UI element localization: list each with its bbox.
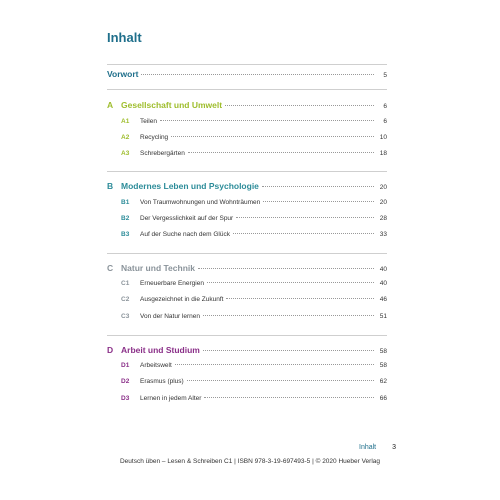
page-number: 28 (379, 215, 387, 222)
page-number: 58 (379, 362, 387, 369)
leader-dots (188, 152, 374, 153)
leader-dots (262, 186, 374, 187)
footer-publication-line: Deutsch üben – Lesen & Schreiben C1 | ISBN 978-3-19-697493-5 | © 2020 Hueber Verlag (119, 458, 381, 465)
entry-title: Auf der Suche nach dem Glück (140, 231, 230, 238)
leader-dots (203, 350, 374, 351)
page-number: 58 (379, 348, 387, 355)
page-number: 18 (379, 150, 387, 157)
toc-entry-D2[interactable] (107, 378, 387, 385)
page-number: 20 (379, 199, 387, 206)
page-number: 66 (379, 395, 387, 402)
toc-entry-D1[interactable] (107, 362, 387, 369)
page-number: 10 (379, 134, 387, 141)
leader-dots (236, 217, 374, 218)
leader-dots (198, 268, 374, 269)
toc-entry-C3[interactable] (107, 313, 387, 320)
toc-section-B[interactable] (107, 181, 387, 191)
toc-entry-C1[interactable] (107, 280, 387, 287)
toc-entry-A1[interactable] (107, 118, 387, 125)
page-number: 46 (379, 296, 387, 303)
page-footer-marker (359, 444, 396, 451)
leader-dots (207, 282, 374, 283)
section-title: Gesellschaft und Umwelt (121, 100, 223, 110)
page-number: 62 (379, 378, 387, 385)
entry-title: Von der Natur lernen (140, 313, 200, 320)
entry-code: D2 (121, 378, 130, 385)
vorwort-title: Vorwort (107, 69, 139, 79)
entry-title: Erneuerbare Energien (140, 280, 204, 287)
entry-title: Ausgezeichnet in die Zukunft (140, 296, 224, 303)
separator (107, 89, 387, 90)
entry-code: C3 (121, 313, 130, 320)
toc-section-D[interactable] (107, 345, 387, 355)
separator (107, 335, 387, 336)
leader-dots (160, 120, 374, 121)
section-letter: D (107, 345, 114, 355)
section-letter: B (107, 181, 114, 191)
section-title: Natur und Technik (121, 263, 195, 273)
entry-code: C1 (121, 280, 130, 287)
leader-dots (226, 298, 374, 299)
entry-code: D1 (121, 362, 130, 369)
entry-title: Erasmus (plus) (140, 378, 184, 385)
page-number: 5 (383, 72, 387, 79)
entry-code: C2 (121, 296, 130, 303)
section-title: Modernes Leben und Psychologie (121, 181, 259, 191)
entry-title: Recycling (140, 134, 169, 141)
toc-section-C[interactable] (107, 263, 387, 273)
entry-code: A2 (121, 134, 130, 141)
section-letter: A (107, 100, 114, 110)
page-title: Inhalt (107, 30, 142, 45)
separator (107, 64, 387, 65)
entry-code: B1 (121, 199, 130, 206)
toc-entry-B2[interactable] (107, 215, 387, 222)
leader-dots (141, 74, 374, 75)
toc-entry-B1[interactable] (107, 199, 387, 206)
leader-dots (171, 136, 374, 137)
entry-title: Von Traumwohnungen und Wohnträumen (140, 199, 261, 206)
entry-title: Arbeitswelt (140, 362, 172, 369)
footer-section-label: Inhalt (359, 444, 377, 451)
leader-dots (187, 380, 374, 381)
leader-dots (263, 201, 374, 202)
page-number: 33 (379, 231, 387, 238)
page-number: 40 (379, 266, 387, 273)
entry-title: Lernen in jedem Alter (140, 395, 202, 402)
page-number: 20 (379, 184, 387, 191)
entry-code: B2 (121, 215, 130, 222)
separator (107, 171, 387, 172)
footer-page-number: 3 (392, 444, 396, 451)
leader-dots (225, 105, 374, 106)
page-number: 51 (379, 313, 387, 320)
entry-title: Schrebergärten (140, 150, 185, 157)
entry-code: A1 (121, 118, 130, 125)
toc-entry-vorwort[interactable] (107, 69, 387, 79)
entry-code: A3 (121, 150, 130, 157)
entry-code: D3 (121, 395, 130, 402)
leader-dots (233, 233, 374, 234)
toc-section-A[interactable] (107, 100, 387, 110)
page-number: 40 (379, 280, 387, 287)
page-number: 6 (383, 103, 387, 110)
section-letter: C (107, 263, 114, 273)
leader-dots (203, 315, 374, 316)
entry-title: Der Vergesslichkeit auf der Spur (140, 215, 234, 222)
toc-entry-A3[interactable] (107, 150, 387, 157)
toc-entry-C2[interactable] (107, 296, 387, 303)
entry-title: Teilen (140, 118, 157, 125)
leader-dots (204, 397, 374, 398)
page-number: 6 (383, 118, 387, 125)
toc-entry-B3[interactable] (107, 231, 387, 238)
section-title: Arbeit und Studium (121, 345, 200, 355)
toc-entry-A2[interactable] (107, 134, 387, 141)
separator (107, 253, 387, 254)
entry-code: B3 (121, 231, 130, 238)
toc-entry-D3[interactable] (107, 395, 387, 402)
leader-dots (175, 364, 374, 365)
